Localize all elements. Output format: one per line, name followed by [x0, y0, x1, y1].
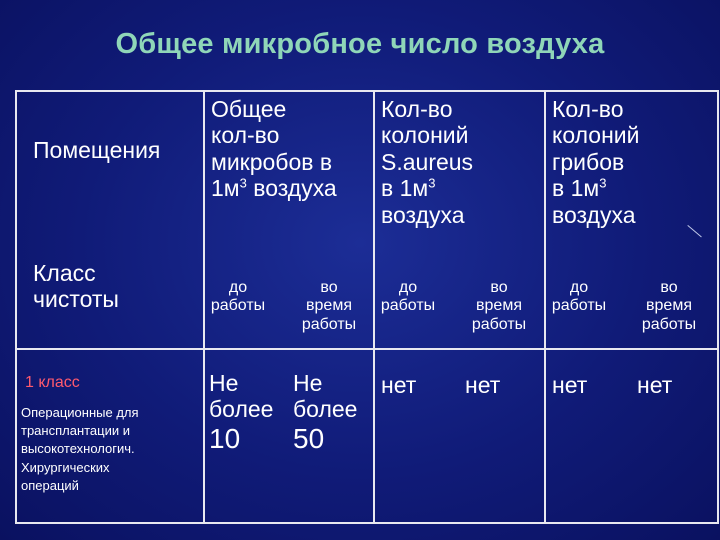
subheader-before-work: до работы [210, 279, 266, 315]
class-1-description: Операционные для трансплантации и высокотехнологич. Хирургических операций [21, 405, 139, 493]
header-cleanliness-class: Класс чистоты [33, 260, 119, 313]
saureus-before-value: нет [381, 372, 417, 398]
subheader-before-work: до работы [551, 279, 607, 315]
total-during-value: Не более 50 [293, 370, 358, 454]
header-premises: Помещения [33, 137, 161, 163]
subheader-during-work: во время работы [471, 279, 527, 333]
saureus-during-value: нет [465, 372, 501, 398]
air-microbial-table [15, 90, 719, 524]
row-divider [17, 348, 717, 350]
fungi-before-value: нет [552, 372, 588, 398]
subheader-before-work: до работы [380, 279, 436, 315]
column-divider [373, 92, 375, 522]
subheader-during-work: во время работы [641, 279, 697, 333]
subheader-during-work: во время работы [301, 279, 357, 333]
fungi-during-value: нет [637, 372, 673, 398]
slide-title: Общее микробное число воздуха [115, 28, 605, 60]
header-total-microbes: Общее кол-во микробов в $1м^3$ воздуха [211, 96, 337, 202]
column-divider [544, 92, 546, 522]
header-saureus-colonies: Кол-во колоний S.aureus в $1м^3$ воздуха [381, 96, 474, 228]
total-before-value: Не более 10 [209, 370, 274, 454]
header-fungi-colonies: Кол-во колоний грибов в $1м^3$ воздуха [552, 96, 640, 228]
class-1-label: 1 класс [25, 374, 80, 391]
column-divider [203, 92, 205, 522]
